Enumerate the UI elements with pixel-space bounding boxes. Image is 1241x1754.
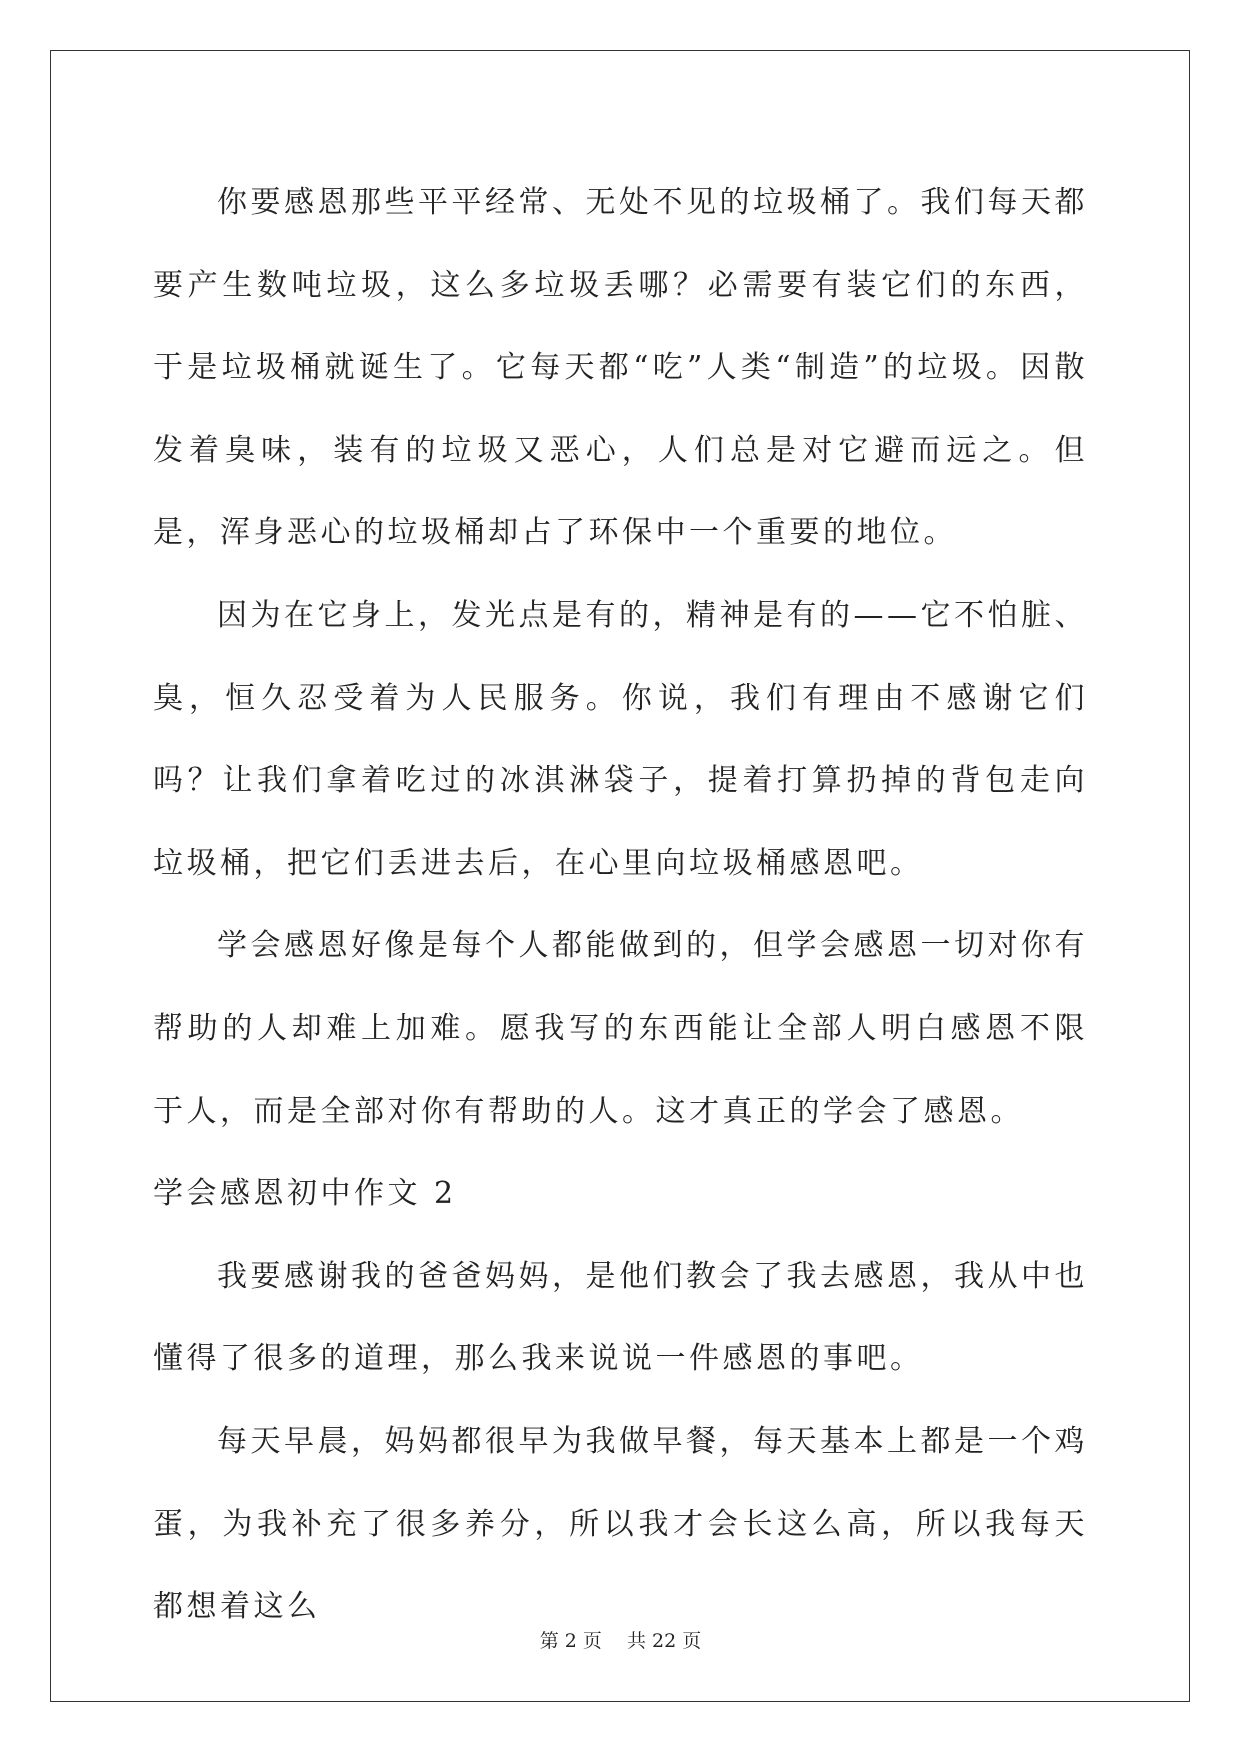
paragraph-5: 每天早晨，妈妈都很早为我做早餐，每天基本上都是一个鸡蛋，为我补充了很多养分，所以我才会长这么高，所以我每天都想着这么	[153, 1423, 1088, 1625]
paragraph-3: 学会感恩好像是每个人都能做到的，但学会感恩一切对你有帮助的人却难上加难。愿我写的东西能让全部人明白感恩不限于人，而是全部对你有帮助的人。这才真正的学会了感恩。	[153, 928, 1088, 1129]
paragraph-4: 我要感谢我的爸爸妈妈，是他们教会了我去感恩，我从中也懂得了很多的道理，那么我来说说一件感恩的事吧。	[153, 1258, 1088, 1377]
page-number-footer: 第 2 页 共 22 页	[539, 1630, 702, 1652]
document-body	[153, 162, 1088, 1649]
paragraph-2: 因为在它身上，发光点是有的，精神是有的——它不怕脏、臭，恒久忍受着为人民服务。你说，我们有理由不感谢它们吗？让我们拿着吃过的冰淇淋袋子，提着打算扔掉的背包走向垃圾桶，把它们丢进去后，在心里向垃圾桶感恩吧。	[153, 597, 1088, 881]
paragraph-1: 你要感恩那些平平经常、无处不见的垃圾桶了。我们每天都要产生数吨垃圾，这么多垃圾丢哪？必需要有装它们的东西，于是垃圾桶就诞生了。它每天都“吃”人类“制造”的垃圾。因散发着臭味，装有的垃圾又恶心，人们总是对它避而远之。但是，浑身恶心的垃圾桶却占了环保中一个重要的地位。	[153, 185, 1088, 551]
essay-heading: 学会感恩初中作文 2	[153, 1176, 457, 1212]
